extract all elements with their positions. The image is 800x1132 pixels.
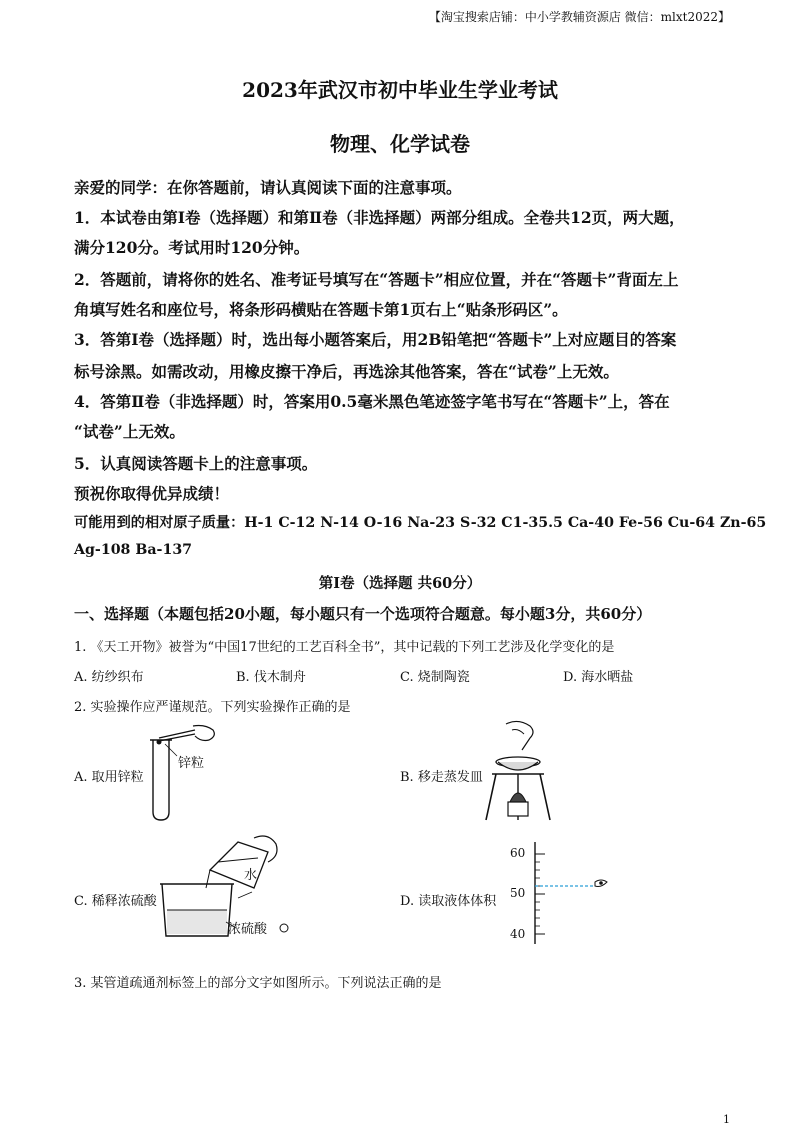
note-line: 5．认真阅读答题卡上的注意事项。 [74, 454, 318, 473]
question-1-option-b[interactable]: B. 伐木制舟 [236, 670, 306, 685]
question-1-option-d[interactable]: D. 海水晒盐 [563, 670, 634, 685]
note-line: 角填写姓名和座位号，将条形码横贴在答题卡第1页右上“贴条形码区”。 [74, 300, 568, 319]
note-line: 4．答第Ⅱ卷（非选择题）时，答案用0.5毫米黑色笔迹签字笔书写在“答题卡”上，答在 [74, 392, 670, 411]
question-1-stem: 1. 《天工开物》被誉为“中国17世纪的工艺百科全书”，其中记载的下列工艺涉及化学变化的是 [74, 640, 615, 655]
zinc-granule-label: 锌粒 [178, 756, 205, 771]
page-number: 1 [723, 1113, 730, 1126]
note-line: “试卷”上无效。 [74, 422, 185, 441]
question-2-stem: 2. 实验操作应严谨规范。下列实验操作正确的是 [74, 700, 351, 715]
tick-label: 40 [510, 927, 526, 941]
question-1-option-c[interactable]: C. 烧制陶瓷 [400, 670, 470, 685]
note-line: 3．答第Ⅰ卷（选择题）时，选出每小题答案后，用2B铅笔把“答题卡”上对应题目的答案 [74, 330, 677, 349]
part-heading: 一、选择题（本题包括20小题，每小题只有一个选项符合题意。每小题3分，共60分） [74, 605, 652, 623]
header-note: 【淘宝搜索店铺：中小学教辅资源店 微信：mlxt2022】 [428, 10, 730, 24]
water-label: 水 [244, 868, 258, 883]
section-heading: 第Ⅰ卷（选择题 共60分） [318, 575, 482, 592]
dilute-acid-figure [158, 832, 288, 942]
note-line: 1．本试卷由第Ⅰ卷（选择题）和第Ⅱ卷（非选择题）两部分组成。全卷共12页，两大题， [74, 208, 685, 227]
note-line: 2．答题前，请将你的姓名、准考证号填写在“答题卡”相应位置，并在“答题卡”背面左上 [74, 270, 679, 289]
tick-label: 60 [510, 846, 526, 860]
note-line: 满分120分。考试用时120分钟。 [74, 238, 310, 257]
question-2-option-b[interactable]: B. 移走蒸发皿 [400, 770, 483, 785]
question-2-option-d[interactable]: D. 读取液体体积 [400, 894, 497, 909]
graduated-cylinder-figure [505, 842, 615, 946]
atomic-masses-cont: Ag-108 Ba-137 [74, 542, 193, 558]
question-2-option-a[interactable]: A. 取用锌粒 [74, 770, 144, 785]
question-3-stem: 3. 某管道疏通剂标签上的部分文字如图所示。下列说法正确的是 [74, 976, 442, 991]
question-2-option-c[interactable]: C. 稀释浓硫酸 [74, 894, 157, 909]
note-line: 预祝你取得优异成绩！ [74, 484, 230, 503]
conc-acid-label: 浓硫酸 [228, 922, 268, 937]
evaporating-dish-figure [478, 720, 558, 824]
question-1-option-a[interactable]: A. 纺纱织布 [74, 670, 144, 685]
atomic-masses: 可能用到的相对原子质量：H-1 C-12 N-14 O-16 Na-23 S-32 C1-35.5 Ca-40 Fe-56 Cu-64 Zn-65 [74, 515, 767, 531]
tick-label: 50 [510, 886, 526, 900]
intro-text: 亲爱的同学：在你答题前，请认真阅读下面的注意事项。 [74, 178, 462, 197]
test-tube-zinc-figure [145, 722, 225, 822]
note-line: 标号涂黑。如需改动，用橡皮擦干净后，再选涂其他答案，答在“试卷”上无效。 [74, 362, 619, 381]
exam-title: 2023年武汉市初中毕业生学业考试 [242, 78, 558, 102]
exam-subtitle: 物理、化学试卷 [330, 132, 470, 156]
